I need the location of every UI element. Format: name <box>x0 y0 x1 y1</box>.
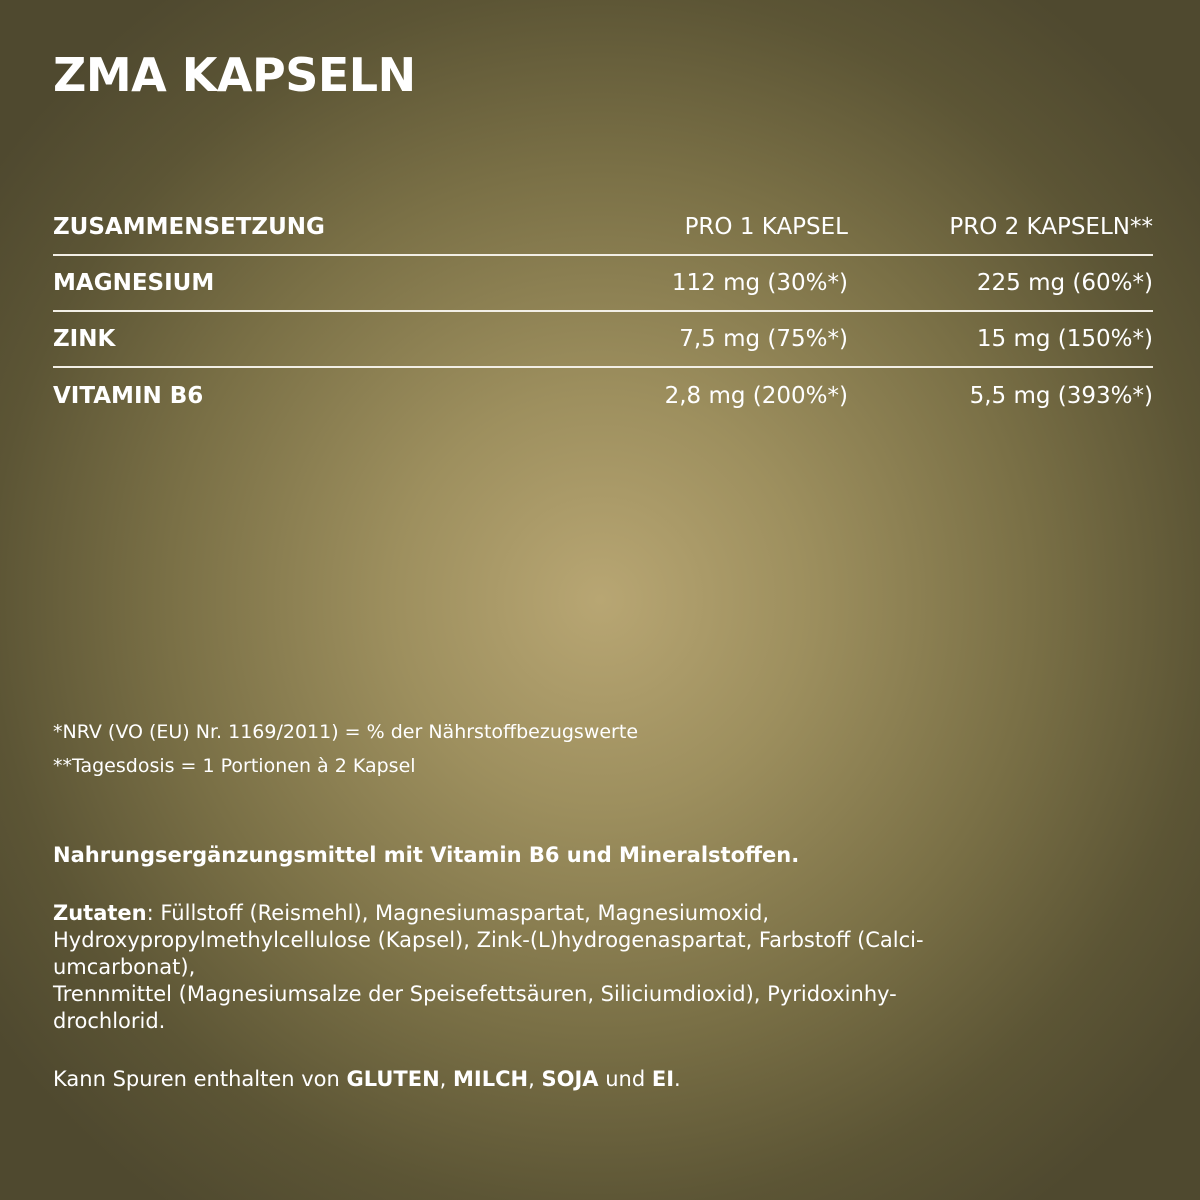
allergen-notice <box>53 1067 681 1091</box>
amount-per-2-capsules: 225 mg (60%*) <box>976 270 1153 296</box>
footnotes <box>53 715 638 783</box>
column-header-composition: ZUSAMMENSETZUNG <box>53 214 325 240</box>
ingredients-text-part: Füllstoff (Reismehl), Magnesiumaspartat, Magnesiumoxid, <box>153 901 770 925</box>
nutrient-name: MAGNESIUM <box>53 270 215 296</box>
table-row <box>53 312 1153 368</box>
allergen-gluten: GLUTEN <box>346 1067 440 1091</box>
allergen-suffix: . <box>674 1067 681 1091</box>
allergen-egg: EI <box>651 1067 675 1091</box>
allergen-conjunction: und <box>598 1067 652 1091</box>
table-header-row <box>53 200 1153 256</box>
footnote-nrv: *NRV (VO (EU) Nr. 1169/2011) = % der Nährstoffbezugswerte <box>53 721 639 743</box>
ingredients-line: Hydroxypropylmethylcellulose (Kapsel), Zink-(L)hydrogenaspartat, Farbstoff (Calci- <box>53 928 924 952</box>
nutrient-name: VITAMIN B6 <box>53 383 204 409</box>
footnote-daily-dose: **Tagesdosis = 1 Portionen à 2 Kapsel <box>53 755 416 777</box>
allergen-separator: , <box>528 1067 542 1091</box>
nutrition-table <box>53 200 1153 424</box>
amount-per-2-capsules: 15 mg (150%*) <box>976 326 1153 352</box>
ingredients-line: Trennmittel (Magnesiumsalze der Speisefettsäuren, Siliciumdioxid), Pyridoxinhy- <box>53 982 897 1006</box>
table-row <box>53 256 1153 312</box>
allergen-prefix: Kann Spuren enthalten von <box>53 1067 347 1091</box>
page-title: ZMA KAPSELN <box>53 48 416 102</box>
ingredients-label: Zutaten <box>53 901 147 925</box>
allergen-milk: MILCH <box>453 1067 529 1091</box>
ingredients-line: drochlorid. <box>53 1009 166 1033</box>
column-header-per-1-capsule: PRO 1 KAPSEL <box>684 214 848 240</box>
ingredients-separator: : <box>146 901 154 925</box>
nutrient-name: ZINK <box>53 326 116 352</box>
amount-per-2-capsules: 5,5 mg (393%*) <box>969 383 1153 409</box>
amount-per-1-capsule: 112 mg (30%*) <box>671 270 848 296</box>
ingredients-line: umcarbonat), <box>53 955 196 979</box>
amount-per-1-capsule: 7,5 mg (75%*) <box>679 326 848 352</box>
table-row <box>53 368 1153 424</box>
ingredients-line <box>53 900 1163 927</box>
ingredients-text <box>53 900 1163 1035</box>
column-header-per-2-capsules: PRO 2 KAPSELN** <box>949 214 1153 240</box>
allergen-soy: SOJA <box>541 1067 599 1091</box>
product-description: Nahrungsergänzungsmittel mit Vitamin B6 und Mineralstoffen. <box>53 843 800 867</box>
amount-per-1-capsule: 2,8 mg (200%*) <box>664 383 848 409</box>
allergen-separator: , <box>439 1067 454 1091</box>
